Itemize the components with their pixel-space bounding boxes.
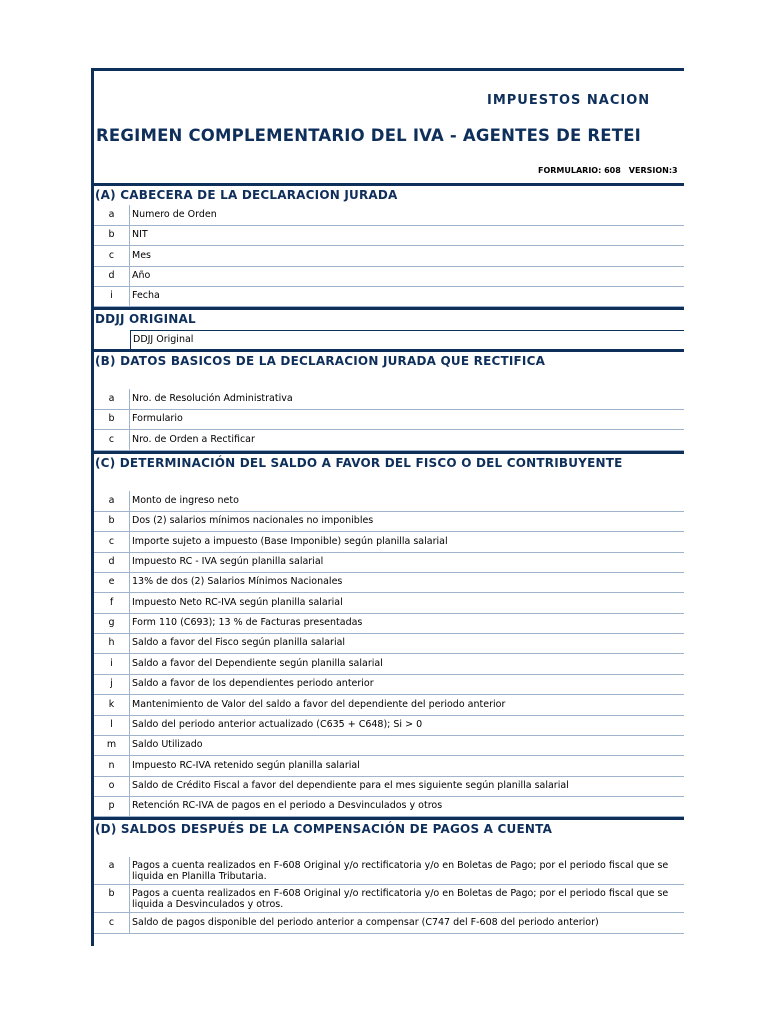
row-letter: b [94,409,130,429]
row-label: Saldo de Crédito Fiscal a favor del dependiente para el mes siguiente según planilla salarial [132,779,569,791]
section-c-row-j[interactable] [94,674,684,695]
row-label: Formulario [132,413,183,425]
ddjj-original-field[interactable] [130,330,684,350]
section-d-row-b[interactable] [94,885,684,913]
row-label: Impuesto Neto RC-IVA según planilla salarial [132,596,343,608]
row-letter: i [94,286,130,306]
section-d-title: (D) SALDOS DESPUÉS DE LA COMPENSACIÓN DE PAGOS A CUENTA [95,822,553,836]
row-label: Año [132,270,151,282]
row-label: Saldo a favor de los dependientes periodo anterior [132,678,374,690]
row-letter: b [94,511,130,531]
row-letter: e [94,572,130,592]
form-title: REGIMEN COMPLEMENTARIO DEL IVA - AGENTES DE RETEI [96,126,642,145]
row-letter: a [94,857,130,884]
section-a-title: (A) CABECERA DE LA DECLARACION JURADA [95,188,398,202]
form-version-line [538,166,678,175]
row-label: Dos (2) salarios mínimos nacionales no imponibles [132,515,374,527]
row-label: Saldo del periodo anterior actualizado (C635 + C648); Si > 0 [132,718,423,730]
row-label: Monto de ingreso neto [132,495,239,506]
row-label: Form 110 (C693); 13 % de Facturas presentadas [132,617,363,629]
section-d-row-c[interactable] [94,913,684,934]
row-letter: a [94,205,130,225]
row-letter: o [94,776,130,796]
section-c-row-c[interactable] [94,532,684,553]
form-sheet [91,68,684,946]
row-label: Retención RC-IVA de pagos en el periodo a Desvinculados y otros [132,800,443,812]
section-b-title: (B) DATOS BASICOS DE LA DECLARACION JURADA QUE RECTIFICA [95,354,546,368]
section-a-row-b[interactable] [94,225,684,246]
section-c-row-i[interactable] [94,654,684,675]
row-label: Saldo de pagos disponible del periodo anterior a compensar (C747 del F-608 del periodo anterior) [132,917,599,928]
section-c-row-b[interactable] [94,511,684,532]
ddjj-original-label: DDJJ Original [133,334,194,345]
row-letter: c [94,246,130,266]
section-b-header [94,349,684,368]
row-label: NIT [132,229,148,241]
row-label: Fecha [132,290,160,302]
section-a-row-c[interactable] [94,246,684,267]
form-number: FORMULARIO: 608 [538,166,621,175]
row-letter: d [94,266,130,286]
row-label: Saldo a favor del Dependiente según planilla salarial [132,657,383,669]
row-letter: h [94,633,130,653]
row-label: Numero de Orden [132,209,217,220]
row-letter: a [94,491,130,511]
section-c-row-a[interactable] [94,491,684,512]
section-b-row-c[interactable] [94,430,684,451]
row-letter: b [94,225,130,245]
section-a-row-a[interactable] [94,205,684,226]
row-label: Nro. de Resolución Administrativa [132,393,293,404]
row-label: Nro. de Orden a Rectificar [132,433,255,445]
section-a-row-d[interactable] [94,266,684,287]
section-c-row-l[interactable] [94,715,684,736]
row-letter: d [94,552,130,572]
section-d-header [94,817,684,836]
row-letter: p [94,796,130,816]
section-c-row-n[interactable] [94,756,684,777]
row-letter: b [94,885,130,912]
row-letter: f [94,593,130,613]
row-letter: c [94,430,130,450]
row-letter: c [94,913,130,933]
section-c-row-o[interactable] [94,776,684,797]
row-label: Impuesto RC-IVA retenido según planilla salarial [132,759,360,771]
row-letter: a [94,389,130,409]
row-label: Pagos a cuenta realizados en F-608 Original y/o rectificatoria y/o en Boletas de Pago; por el periodo fiscal que se liquida en Planilla Tributaria. [132,860,669,882]
section-c-row-g[interactable] [94,613,684,634]
row-letter: l [94,715,130,735]
row-label: Mantenimiento de Valor del saldo a favor del dependiente del periodo anterior [132,698,506,710]
row-label: Mes [132,249,151,261]
row-letter: i [94,654,130,674]
section-a-header [94,183,684,202]
form-version: VERSION:3 [628,166,678,175]
row-label: Impuesto RC - IVA según planilla salarial [132,556,324,568]
row-letter: g [94,613,130,633]
section-c-row-d[interactable] [94,552,684,573]
section-a-row-i[interactable] [94,286,684,307]
section-c-row-h[interactable] [94,633,684,654]
section-c-header [94,451,684,470]
agency-name: IMPUESTOS NACION [487,93,651,108]
row-label: Saldo a favor del Fisco según planilla salarial [132,637,346,649]
section-ddjj-title: DDJJ ORIGINAL [95,312,196,326]
section-c-row-p[interactable] [94,796,684,817]
row-letter: k [94,695,130,715]
section-b-row-a[interactable] [94,389,684,410]
row-letter: m [94,735,130,755]
section-c-row-k[interactable] [94,695,684,716]
section-d-row-a[interactable] [94,857,684,885]
section-c-row-m[interactable] [94,735,684,756]
row-label: Pagos a cuenta realizados en F-608 Original y/o rectificatoria y/o en Boletas de Pago; por el periodo fiscal que se liquida a Desvinculados y otros. [132,888,669,910]
row-letter: n [94,756,130,776]
row-label: Importe sujeto a impuesto (Base Imponible) según planilla salarial [132,535,448,547]
section-c-title: (C) DETERMINACIÓN DEL SALDO A FAVOR DEL FISCO O DEL CONTRIBUYENTE [95,456,623,470]
section-c-row-f[interactable] [94,593,684,614]
section-c-row-e[interactable] [94,572,684,593]
row-label: Saldo Utilizado [132,739,203,751]
section-b-row-b[interactable] [94,409,684,430]
section-ddjj-header [94,307,684,326]
row-letter: c [94,532,130,552]
row-label: 13% de dos (2) Salarios Mínimos Nacionales [132,576,343,588]
row-letter: j [94,674,130,694]
